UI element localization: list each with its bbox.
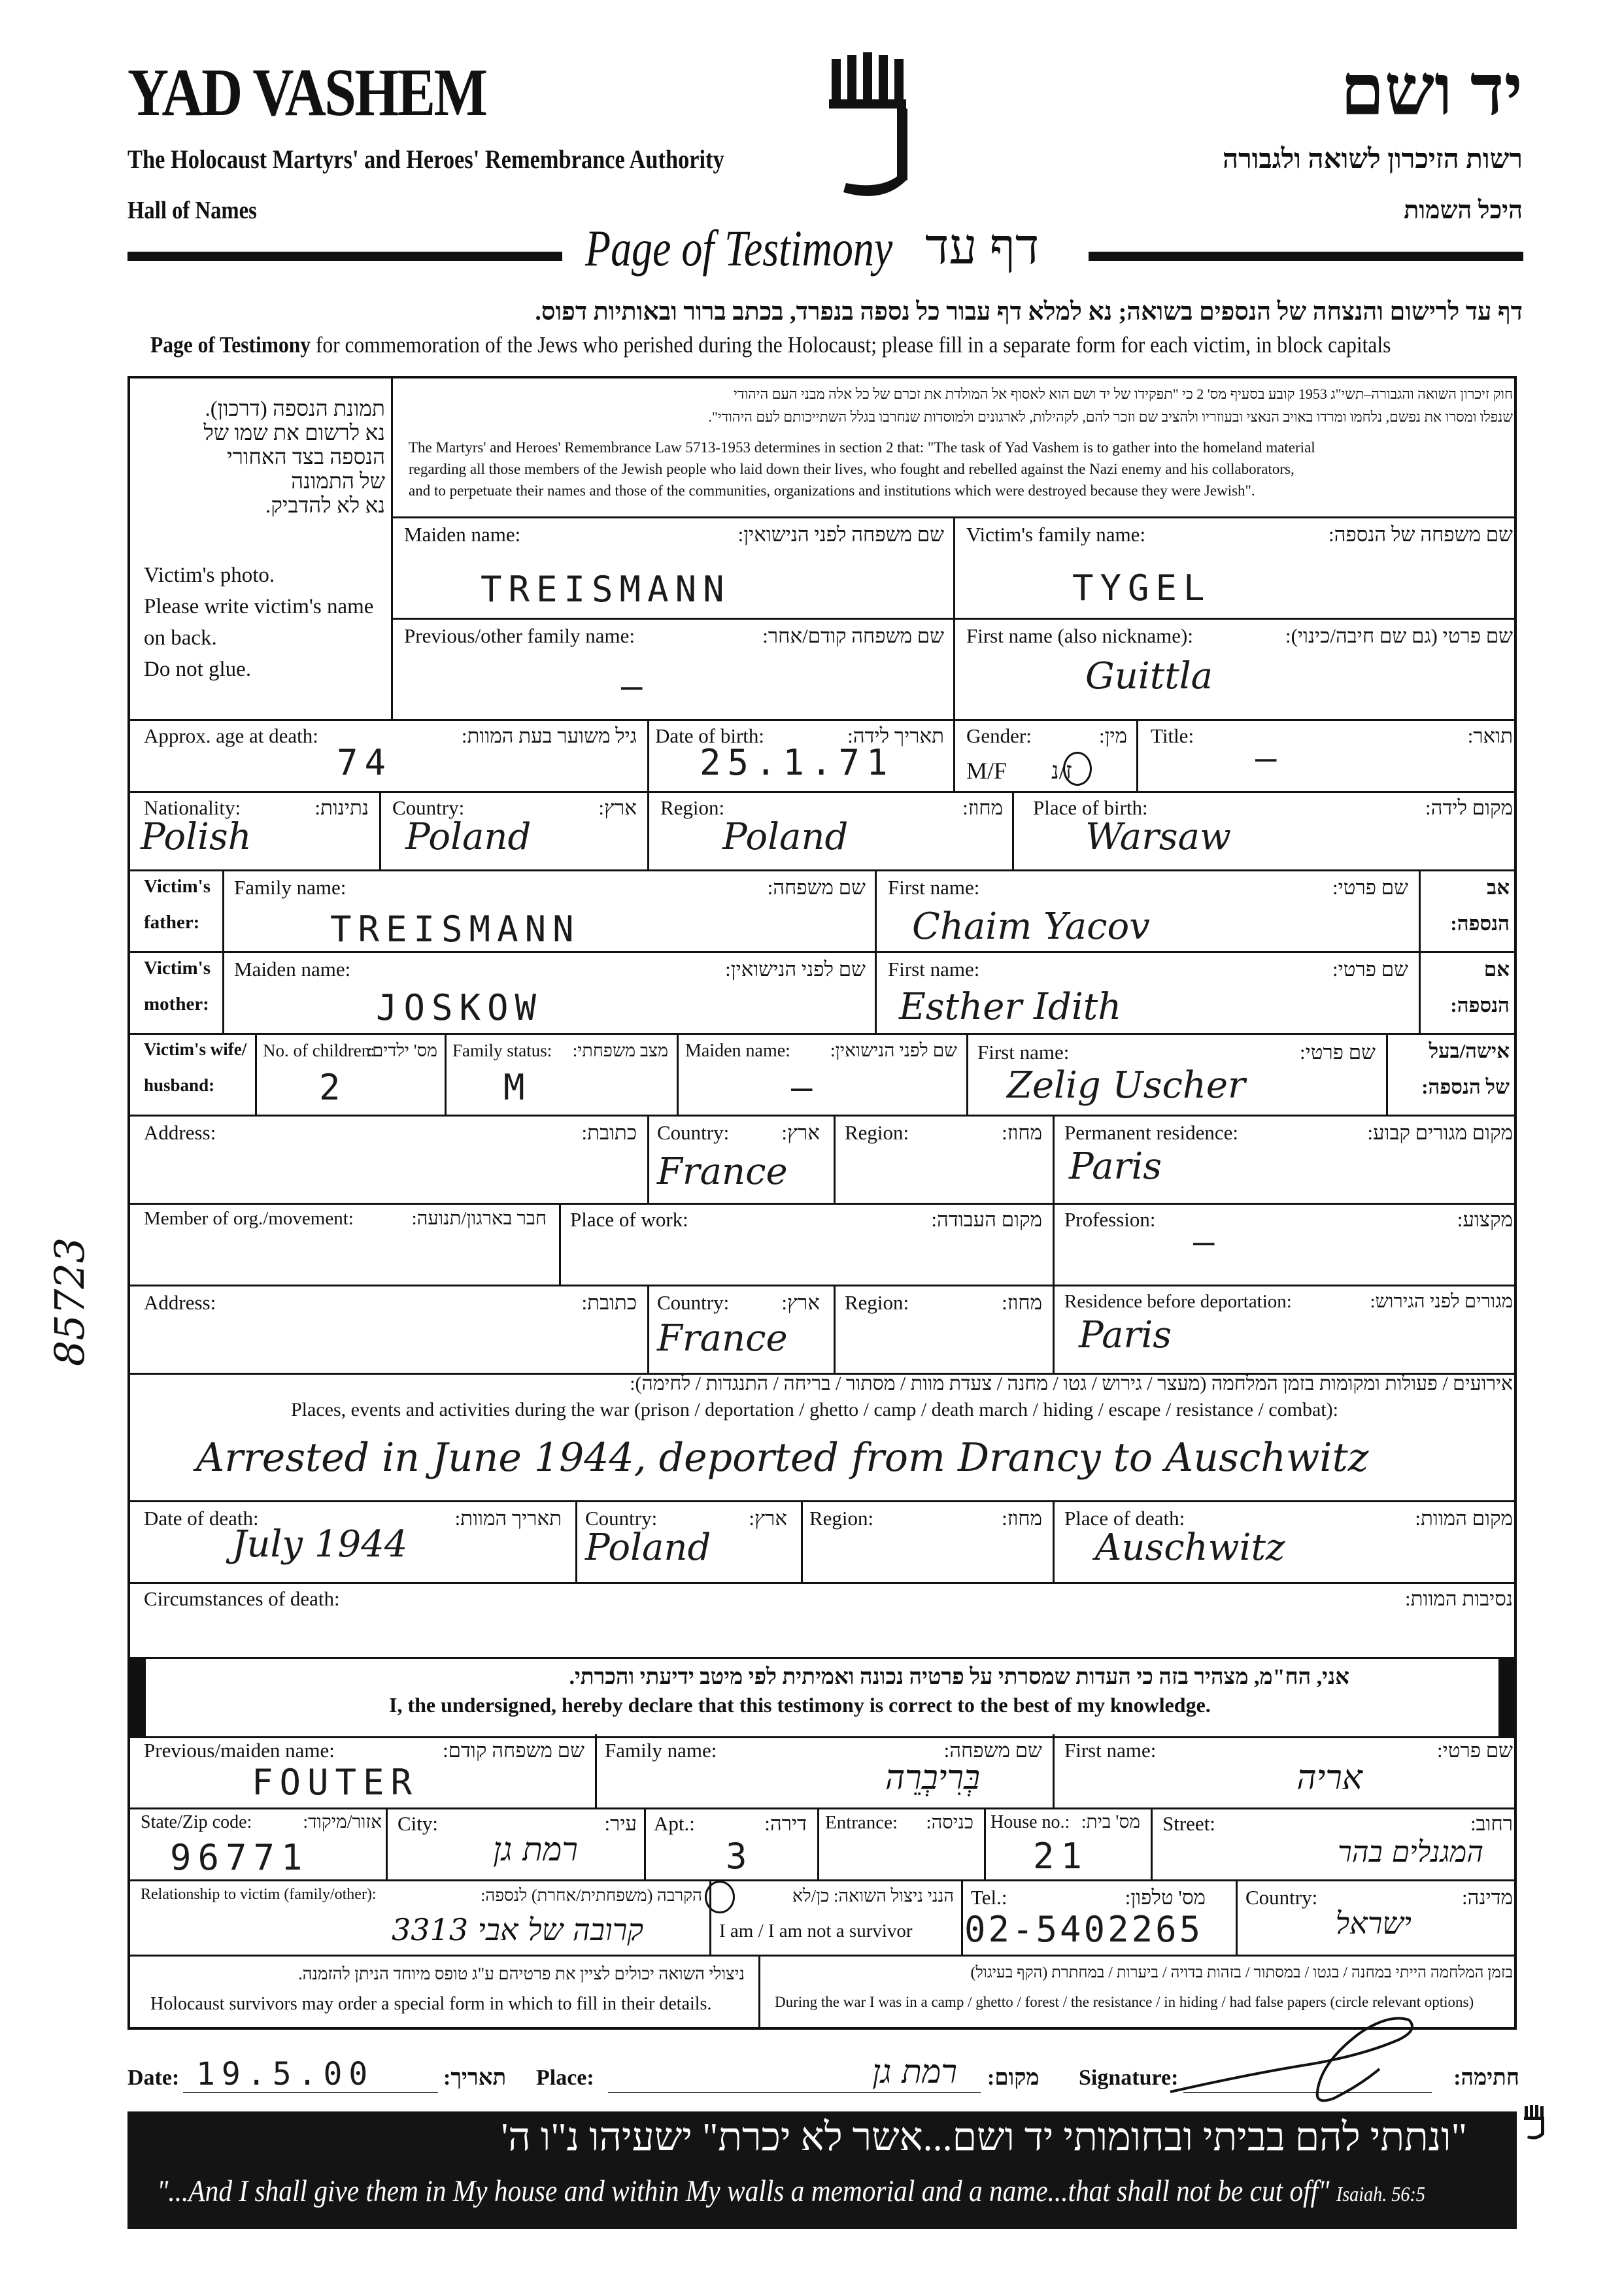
res2-region-label-he: מחוז:	[1002, 1291, 1042, 1314]
zip-label-he: אזור/מיקוד:	[303, 1812, 382, 1832]
prev-family-name-value[interactable]: –	[621, 665, 649, 707]
footer-quote-ref: Isaiah. 56:5	[1336, 2182, 1425, 2206]
country-label: Country:	[392, 796, 465, 819]
mother-first-value[interactable]: Esther Idith	[899, 986, 1122, 1028]
region-value[interactable]: Poland	[722, 816, 849, 858]
survivor-he: הנני ניצול השואה: כן/לא	[792, 1886, 954, 1906]
row-rule-8	[127, 1285, 1517, 1286]
first-name-value[interactable]: Guittla	[1085, 655, 1213, 698]
spouse-side-he-2: של הנספה:	[1421, 1075, 1510, 1098]
small-logo-icon	[1523, 2105, 1546, 2142]
children-value[interactable]: 2	[319, 1067, 347, 1108]
address2-label-he: כתובת:	[581, 1291, 637, 1314]
photo-he-4: של התמונה	[291, 470, 385, 494]
witness-country-value[interactable]: ישראל	[1335, 1906, 1412, 1941]
pob-value[interactable]: Warsaw	[1085, 816, 1231, 858]
spouse-side-divider	[255, 1033, 257, 1115]
death-country-divider	[801, 1500, 803, 1582]
entrance-label-he: כניסה:	[926, 1812, 973, 1833]
spouse-first-label: First name:	[977, 1041, 1070, 1064]
mother-first-label-he: שם פרטי:	[1332, 958, 1408, 981]
title-label-he: תואר:	[1467, 724, 1513, 747]
house-label: House no.:	[990, 1812, 1070, 1832]
gender-divider	[1136, 719, 1138, 791]
res-country-label-he: ארץ:	[781, 1121, 820, 1144]
nationality-value[interactable]: Polish	[141, 816, 252, 858]
photo-divider	[391, 376, 393, 719]
events-label-en: Places, events and activities during the war (prison / deportation / ghetto / camp / death march / hiding / escape / resistance / combat):	[291, 1399, 1339, 1420]
profession-label-he: מקצוע:	[1457, 1208, 1513, 1231]
member-divider	[559, 1203, 561, 1285]
apt-divider	[817, 1807, 819, 1879]
maiden-name-value[interactable]: TREISMANN	[481, 569, 731, 610]
city-value[interactable]: רמת גן	[493, 1830, 578, 1868]
tel-value[interactable]: 02-5402265	[964, 1909, 1204, 1950]
date-label: Date:	[127, 2066, 180, 2090]
nationality-label: Nationality:	[144, 796, 241, 819]
profession-value[interactable]: —	[1193, 1221, 1221, 1262]
declaration-he: אני, הח"מ, מצהיר בזה כי העדות שמסרתי על פרטיה נכונה ואמיתית לפי מיטב ידיעתי והכרתי.	[569, 1665, 1349, 1689]
nationality-label-he: נתינות:	[314, 796, 369, 819]
org-subtitle-he: רשות הזיכרון לשואה ולגבורה	[1222, 144, 1523, 175]
father-first-label-he: שם פרטי:	[1332, 876, 1408, 899]
margin-number: 85723	[46, 1237, 93, 1366]
father-family-value[interactable]: TREISMANN	[330, 909, 581, 950]
witness-country-label-he: מדינה:	[1462, 1886, 1513, 1909]
survivor-divider	[961, 1879, 963, 1955]
deport-residence-label: Residence before deportation:	[1064, 1291, 1292, 1312]
w-prev-divider	[595, 1734, 597, 1807]
pob-label-he: מקום לידה:	[1425, 796, 1513, 819]
death-place-value[interactable]: Auschwitz	[1095, 1526, 1285, 1569]
gender-options[interactable]: M/F	[966, 758, 1007, 784]
prev-family-name-label: Previous/other family name:	[404, 624, 635, 647]
mother-side-en-1: Victim's	[144, 958, 211, 979]
row-rule-6	[127, 1115, 1517, 1117]
title-value[interactable]: –	[1255, 737, 1283, 779]
victim-name-midrule	[391, 618, 1517, 620]
gender-label: Gender:	[966, 724, 1032, 747]
row-rule-14	[127, 1955, 1517, 1957]
address2-label: Address:	[144, 1291, 216, 1314]
perm-residence-value[interactable]: Paris	[1069, 1145, 1162, 1188]
photo-en-3: on back.	[144, 626, 217, 650]
apt-value[interactable]: 3	[726, 1836, 754, 1877]
spouse-side-en-1: Victim's wife/	[144, 1039, 247, 1059]
death-region-label: Region:	[809, 1507, 874, 1530]
org-name-he: יד ושם	[1340, 52, 1523, 130]
country-divider	[647, 791, 649, 869]
footer-quote-en	[157, 2174, 1425, 2209]
witness-family-label-he: שם משפחה:	[943, 1739, 1042, 1762]
death-country-label: Country:	[585, 1507, 658, 1530]
res-country-value[interactable]: France	[657, 1151, 788, 1193]
age-label-he: גיל משוער בעת המוות:	[461, 724, 637, 747]
apt-label: Apt.:	[654, 1812, 695, 1835]
photo-he-2: נא לרשום את שמו של	[203, 422, 385, 445]
witness-first-value[interactable]: אריה	[1296, 1758, 1362, 1798]
law-he-2: שנפלו ומסרו את נפשם, נלחמו ומרדו באויב הנאצי ובעוזריו ולהציב שם וזכר להם, לקהילות, לארגונים ולמוסדות שנחרבו בגלל השתייכותם לעם היהודי".	[708, 409, 1513, 425]
deport-residence-value[interactable]: Paris	[1079, 1314, 1172, 1356]
spouse-maiden-divider	[966, 1033, 968, 1115]
witness-prev-label-he: שם משפחה קודם:	[443, 1739, 584, 1762]
law-en-3: and to perpetuate their names and those of the communities, organizations and institutions which were destroyed because they were Jewish".	[409, 482, 1255, 499]
dob-label: Date of birth:	[655, 724, 765, 747]
death-date-divider	[575, 1500, 577, 1582]
note-left-he: ניצולי השואה יכולים לציין את פרטיהם ע"ג טופס מיוחד הניתן להזמנה.	[298, 1964, 745, 1983]
gender-options-he[interactable]: ז/נ	[1051, 758, 1072, 784]
declaration-en: I, the undersigned, hereby declare that this testimony is correct to the best of my knowledge.	[389, 1693, 1211, 1717]
photo-he-3: הנספה בצד האחורי	[227, 446, 385, 469]
spouse-maiden-value[interactable]: –	[791, 1067, 819, 1108]
spouse-maiden-label: Maiden name:	[685, 1041, 790, 1061]
children-divider	[445, 1033, 447, 1115]
spouse-maiden-label-he: שם לפני הנישואין:	[830, 1041, 957, 1061]
street-label: Street:	[1162, 1812, 1215, 1835]
zip-divider	[386, 1807, 388, 1879]
death-place-label-he: מקום המוות:	[1415, 1507, 1513, 1530]
first-name-label: First name (also nickname):	[966, 624, 1193, 647]
photo-en-4: Do not glue.	[144, 658, 252, 681]
res-region-label: Region:	[845, 1121, 909, 1144]
row-rule-4	[127, 951, 1517, 953]
row-rule-11	[127, 1582, 1517, 1584]
w-family-divider	[1053, 1734, 1055, 1807]
relationship-value[interactable]: קרובה של אבי 3313	[392, 1912, 643, 1947]
death-date-label: Date of death:	[144, 1507, 259, 1530]
row-rule-13	[127, 1879, 1517, 1881]
spouse-first-value[interactable]: Zelig Uscher	[1007, 1064, 1245, 1107]
mother-side-he-1: אם	[1483, 958, 1510, 981]
tel-divider	[1236, 1879, 1238, 1955]
region-label-he: מחוז:	[962, 796, 1003, 819]
witness-family-value[interactable]: בְּרִיבְרֵה	[885, 1758, 980, 1798]
date-value[interactable]: 19.5.00	[196, 2056, 375, 2093]
region-divider	[1012, 791, 1014, 869]
family-name-value[interactable]: TYGEL	[1072, 567, 1211, 609]
mother-side-en-2: mother:	[144, 994, 209, 1015]
row-rule-5	[127, 1033, 1517, 1035]
tel-label-he: מס' טלפון:	[1125, 1886, 1206, 1909]
spouse-side-en-2: husband:	[144, 1075, 215, 1095]
dob-divider	[953, 719, 955, 791]
pob-label: Place of birth:	[1033, 796, 1148, 819]
org-name-en: YAD VASHEM	[127, 55, 486, 130]
family-name-label: Victim's family name:	[966, 523, 1146, 546]
title-rule-left	[127, 252, 562, 261]
declaration-bar-left	[127, 1659, 146, 1736]
law-en-1: The Martyrs' and Heroes' Remembrance Law 5713-1953 determines in section 2 that: "The task of Yad Vashem is to gather into the homeland material	[409, 439, 1315, 456]
city-divider	[644, 1807, 646, 1879]
signature-label-he: חתימה:	[1453, 2066, 1519, 2090]
res2-country-label: Country:	[657, 1291, 730, 1314]
place-label-he: מקום:	[987, 2066, 1040, 2090]
father-first-value[interactable]: Chaim Yacov	[912, 905, 1150, 948]
house-value[interactable]: 21	[1033, 1836, 1089, 1877]
house-label-he: מס' בית:	[1081, 1812, 1140, 1832]
circumstances-label-he: נסיבות המוות:	[1405, 1587, 1513, 1610]
photo-he-5: נא לא להדביק.	[265, 494, 385, 518]
witness-first-label: First name:	[1064, 1739, 1157, 1762]
res2-country-divider	[834, 1285, 836, 1373]
father-side-he-1: אב	[1487, 876, 1510, 899]
res2-region-label: Region:	[845, 1291, 909, 1314]
tel-label: Tel.:	[971, 1886, 1007, 1909]
deport-residence-label-he: מגורים לפני הגירוש:	[1370, 1291, 1513, 1312]
events-value[interactable]: Arrested in June 1944, deported from Drancy to Auschwitz	[196, 1435, 1369, 1481]
mother-maiden-label-he: שם לפני הנישואין:	[725, 958, 866, 981]
children-label: No. of children:	[263, 1041, 375, 1060]
res-region-label-he: מחוז:	[1002, 1121, 1042, 1144]
death-country-value[interactable]: Poland	[585, 1526, 711, 1569]
place-underline	[608, 2092, 981, 2093]
res2-country-label-he: ארץ:	[781, 1291, 820, 1314]
photo-he-1: תמונת הנספה (דרכון).	[205, 397, 385, 421]
first-name-label-he: שם פרטי (גם שם חיבה/כינוי):	[1285, 624, 1513, 647]
mother-maiden-label: Maiden name:	[234, 958, 351, 981]
perm-residence-label: Permanent residence:	[1064, 1121, 1238, 1144]
hall-of-names-en: Hall of Names	[127, 197, 257, 224]
family-status-label-he: מצב משפחתי:	[572, 1041, 668, 1060]
work-label: Place of work:	[570, 1208, 688, 1231]
footer-quote-he: "ונתתי להם בביתי ובחומותי יד ושם...אשר לא יכרת" ישעיהו נ"ו ה'	[501, 2115, 1467, 2159]
father-first-label: First name:	[888, 876, 980, 899]
country-label-he: ארץ:	[598, 796, 637, 819]
gender-circle-mark	[1063, 752, 1092, 786]
zip-value[interactable]: 96771	[170, 1837, 309, 1878]
res-country-label: Country:	[657, 1121, 730, 1144]
addr2-divider	[647, 1285, 649, 1373]
prev-family-name-label-he: שם משפחה קודם/אחר:	[762, 624, 944, 647]
status-divider	[677, 1033, 679, 1115]
death-region-label-he: מחוז:	[1002, 1507, 1042, 1530]
father-family-label-he: שם משפחה:	[767, 876, 866, 899]
witness-prev-label: Previous/maiden name:	[144, 1739, 335, 1762]
zip-label: State/Zip code:	[141, 1812, 252, 1832]
row-rule-12	[127, 1807, 1517, 1809]
res-region-divider	[1053, 1115, 1055, 1373]
org-subtitle-en: The Holocaust Martyrs' and Heroes' Remembrance Authority	[127, 144, 724, 174]
intro-he: דף עד לרישום והנצחה של הנספים בשואה; נא למלא דף עבור כל נספה בנפרד, בכתב ברור ובאותיות דפוס.	[535, 298, 1523, 326]
age-label: Approx. age at death:	[144, 724, 318, 747]
intro-en-bold: Page of Testimony	[150, 332, 311, 358]
note-left-en: Holocaust survivors may order a special form in which to fill in their details.	[150, 1994, 712, 2014]
place-label: Place:	[536, 2066, 594, 2090]
maiden-name-label: Maiden name:	[404, 523, 521, 546]
entrance-label: Entrance:	[825, 1812, 898, 1833]
place-value[interactable]: רמת גן	[872, 2053, 957, 2091]
death-date-label-he: תאריך המוות:	[454, 1507, 562, 1530]
mother-side-he-2: הנספה:	[1450, 994, 1510, 1017]
survivor-en[interactable]: I am / I am not a survivor	[719, 1921, 913, 1941]
member-label-he: חבר בארגון/תנועה:	[411, 1208, 547, 1229]
address-label-he: כתובת:	[581, 1121, 637, 1144]
perm-residence-label-he: מקום מגורים קבוע:	[1367, 1121, 1513, 1144]
death-date-value[interactable]: July 1944	[232, 1523, 408, 1566]
family-name-label-he: שם משפחה של הנספה:	[1328, 523, 1513, 546]
profession-label: Profession:	[1064, 1208, 1156, 1231]
handwritten-signature	[1164, 2013, 1438, 2111]
death-place-label: Place of death:	[1064, 1507, 1185, 1530]
photo-en-2: Please write victim's name	[144, 595, 374, 618]
row-rule-2	[127, 791, 1517, 793]
row-rule-7	[127, 1203, 1517, 1205]
note-right-en: During the war I was in a camp / ghetto / forest / the resistance / in hiding / had false papers (circle relevant options)	[775, 1994, 1474, 2010]
page-title-he: דף עד	[925, 220, 1040, 275]
res-country-divider	[834, 1115, 836, 1203]
photo-en-1: Victim's photo.	[144, 563, 275, 587]
city-label: City:	[398, 1812, 439, 1835]
maiden-name-label-he: שם משפחה לפני הנישואין:	[737, 523, 944, 546]
witness-first-label-he: שם פרטי:	[1437, 1739, 1513, 1762]
street-label-he: רחוב:	[1470, 1812, 1513, 1835]
hall-of-names-he: היכל השמות	[1404, 197, 1523, 224]
father-side-he-2: הנספה:	[1450, 912, 1510, 935]
yad-vashem-logo	[824, 52, 915, 203]
work-label-he: מקום העבודה:	[931, 1208, 1042, 1231]
addr-divider	[647, 1115, 649, 1203]
house-divider	[1151, 1807, 1153, 1879]
city-label-he: עיר:	[604, 1812, 637, 1835]
note-divider	[758, 1955, 760, 2030]
dob-label-he: תאריך לידה:	[847, 724, 944, 747]
witness-prev-value[interactable]: FOUTER	[252, 1762, 419, 1803]
death-region-divider	[1053, 1500, 1055, 1582]
title-label: Title:	[1151, 724, 1194, 747]
footer-quote-en-text: "...And I shall give them in My house and within My walls a memorial and a name...that shall not be cut off"	[157, 2174, 1330, 2208]
law-he-1: חוק זיכרון השואה והגבורה–תשי"ג 1953 קובע בסעיף מס' 2 כי "תפקידו של יד ושם הוא לאסוף אל המולדת את זכרם של כל אלה מבני העם היהודי	[734, 386, 1513, 402]
intro-en	[150, 332, 1391, 358]
spouse-he-divider	[1386, 1033, 1388, 1115]
father-side-en-2: father:	[144, 912, 200, 933]
entrance-divider	[984, 1807, 986, 1879]
title-rule-right	[1089, 252, 1523, 261]
circumstances-label: Circumstances of death:	[144, 1587, 340, 1610]
note-right-he: בזמן המלחמה הייתי במחנה / בגטו / במסתור / בזהות בדויה / ביערות / במחתרת (הקף בעיגול)	[970, 1964, 1513, 1981]
relationship-label-he: הקרבה (משפחתית/אחרת) לנספה:	[481, 1886, 702, 1905]
street-value[interactable]: המגנלים בהר	[1338, 1836, 1483, 1869]
family-status-value[interactable]: M	[503, 1067, 532, 1108]
witness-country-label: Country:	[1245, 1886, 1318, 1909]
dob-value[interactable]: 25.1.71	[700, 742, 894, 783]
mother-first-label: First name:	[888, 958, 980, 981]
age-value[interactable]: 74	[337, 742, 393, 783]
address-label: Address:	[144, 1121, 216, 1144]
spouse-side-he-1: אישה/בעל	[1429, 1039, 1510, 1062]
page-title-en: Page of Testimony	[585, 220, 893, 277]
death-country-label-he: ארץ:	[749, 1507, 787, 1530]
spouse-first-label-he: שם פרטי:	[1300, 1041, 1376, 1064]
nat-divider	[379, 791, 381, 869]
member-label: Member of org./movement:	[144, 1208, 354, 1229]
res2-country-value[interactable]: France	[657, 1317, 788, 1360]
relationship-label: Relationship to victim (family/other):	[141, 1886, 377, 1903]
law-en-2: regarding all those members of the Jewish people who laid down their lives, who fought and rebelled against the Nazi enemy and his collaborators,	[409, 461, 1294, 477]
intro-en-rest: for commemoration of the Jews who perished during the Holocaust; please fill in a separate form for each victim, in block capitals	[311, 332, 1391, 358]
gender-label-he: מין:	[1098, 724, 1127, 747]
age-divider	[647, 719, 649, 791]
date-label-he: תאריך:	[443, 2066, 507, 2090]
row-rule-10	[127, 1500, 1517, 1502]
country-value[interactable]: Poland	[405, 816, 532, 858]
father-side-en-1: Victim's	[144, 876, 211, 897]
survivor-circle-mark	[705, 1881, 735, 1913]
signature-label: Signature:	[1079, 2066, 1179, 2090]
events-label-he: אירועים / פעולות ומקומות בזמן המלחמה (מעצר / גירוש / גטו / מחנה / צעדת מוות / מסתור / בריחה / התנגדות / לחימה):	[630, 1373, 1513, 1394]
mother-maiden-value[interactable]: JOSKOW	[376, 987, 543, 1028]
declaration-bar-right	[1498, 1659, 1517, 1736]
family-status-label: Family status:	[452, 1041, 552, 1060]
witness-family-label: Family name:	[605, 1739, 717, 1762]
apt-label-he: דירה:	[764, 1812, 807, 1835]
row-rule-3	[127, 869, 1517, 871]
children-label-he: מס' ילדים:	[367, 1041, 437, 1060]
row-rule-1	[127, 719, 1517, 721]
father-family-label: Family name:	[234, 876, 347, 899]
region-label: Region:	[660, 796, 725, 819]
